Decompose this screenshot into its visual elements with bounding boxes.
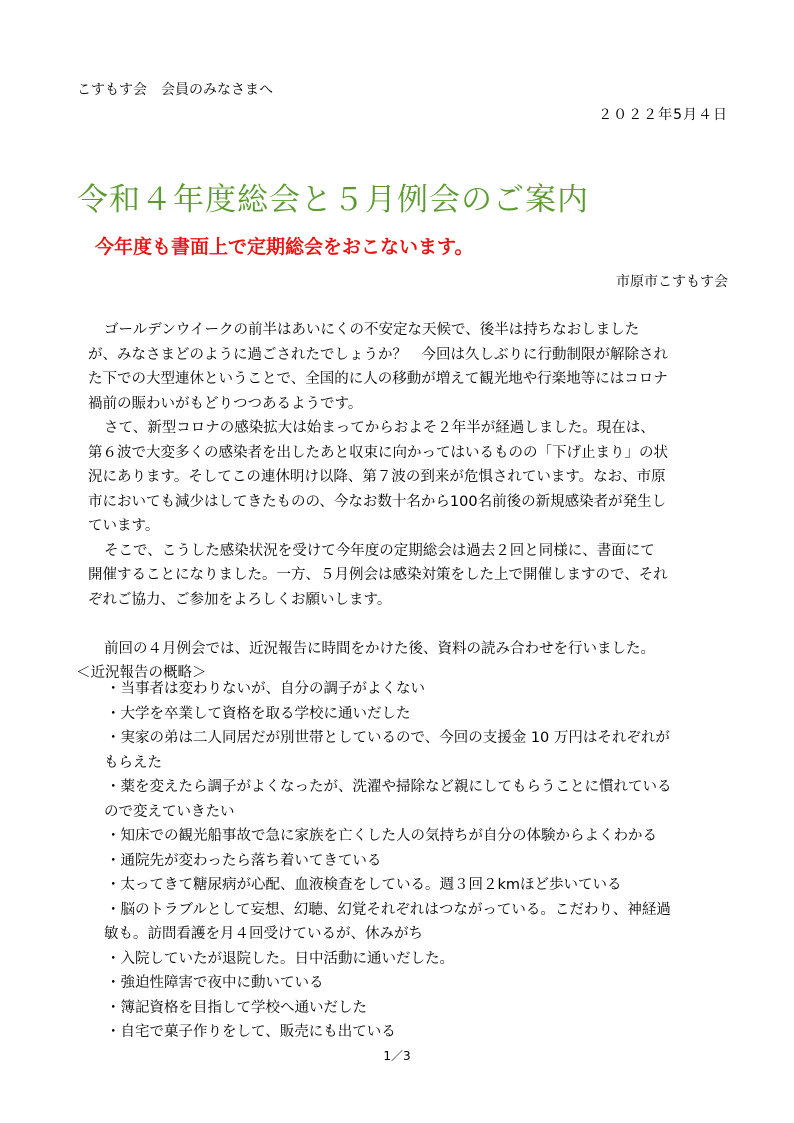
list-item-line: ・自宅で菓子作りをして、販売にも出ている (106, 1024, 396, 1040)
paragraph-line: 況にあります。そしてこの連休明け以降、第７波の到来が危惧されています。なお、市原 (88, 469, 666, 485)
list-item-line: ・入院していたが退院した。日中活動に通いだした。 (106, 950, 454, 967)
list-item (88, 1020, 734, 1045)
list-item-line: ・大学を卒業して資格を取る学校に通いだした (106, 705, 411, 722)
paragraph-line: ぞれご協力、ご参加をよろしくお願いします。 (88, 591, 392, 608)
paragraph-line: ＜近況報告の概略＞ (76, 665, 207, 681)
page-title: 令和４年度総会と５月例会のご案内 (77, 182, 589, 218)
paragraph-line: ゴールデンウイークの前半はあいにくの不安定な天候で、後半は持ちなおしました (104, 322, 640, 338)
paragraph-line: 前回の４月例会では、近況報告に時間をかけた後、資料の読み合わせを行いました。 (104, 640, 655, 657)
paragraph-line: そこで、こうした感染状況を受けて今年度の定期総会は過去２回と同様に、書面にて (104, 542, 655, 559)
list-item (88, 996, 734, 1021)
list-item (88, 849, 734, 874)
organization-name: 市原市こすもす会 (616, 274, 728, 290)
paragraph-line: 開催することになりました。一方、５月例会は感染対策をした上で開催しますので、それ (88, 567, 668, 583)
list-item (88, 971, 734, 996)
list-item (88, 824, 734, 849)
recipient-line: こすもす会 会員のみなさまへ (77, 82, 273, 98)
list-item (88, 873, 734, 898)
list-item-line: ・脳のトラブルとして妄想、幻聴、幻覚それぞれはつながっている。こだわり、神経過 (106, 901, 671, 918)
page-number: 1／3 (383, 1049, 411, 1063)
list-item-line: ・当事者は変わりないが、自分の調子がよくない (106, 681, 425, 697)
list-item (88, 702, 734, 727)
paragraph-line: ています。 (88, 518, 160, 534)
paragraph-line (88, 612, 734, 637)
paragraph-line: さて、新型コロナの感染拡大は始まってからおよそ２年半が経過しました。現在は、 (104, 420, 655, 436)
list-item-line: 敏も。訪問看護を月４回受けているが、休みがち (104, 926, 423, 942)
list-item-line: ・実家の弟は二人同居だが別世帯としているので、今回の支援金 10 万円はそれぞれが (106, 730, 670, 746)
list-item-line: ・薬を変えたら調子がよくなったが、洗濯や掃除など親にしてもらうことに慣れている (106, 779, 672, 795)
list-item (88, 677, 734, 702)
list-item (88, 947, 734, 972)
list-item-line: ・強迫性障害で夜中に動いている (106, 975, 324, 991)
body-paragraphs (76, 318, 734, 686)
list-item-line: ・簿記資格を目指して学校へ通いだした (106, 999, 367, 1016)
list-item (88, 775, 734, 824)
paragraph-line: た下での大型連休ということで、全国的に人の移動が増えて観光地や行楽地等にはコロナ (88, 371, 668, 387)
paragraph-line: 市においても減少はしてきたものの、今なお数十名から100名前後の新規感染者が発生し (88, 493, 667, 510)
paragraph-line: が、みなさまどのように過ごされたでしょうか？ 今回は久しぶりに行動制限が解除され (88, 346, 668, 363)
list-item-line: もらえた (104, 754, 162, 771)
list-item-line: ・知床での観光船事故で急に家族を亡くした人の気持ちが自分の体験からよくわかる (106, 828, 657, 844)
paragraph-line: 第６波で大変多くの感染者を出したあと収束に向かってはいるものの「下げ止まり」の状 (88, 444, 668, 461)
list-item (88, 898, 734, 947)
report-list (88, 677, 734, 1045)
paragraph-line: 禍前の賑わいがもどりつつあるようです。 (88, 395, 363, 412)
list-item-line: ・太ってきて糖尿病が心配、血液検査をしている。週３回２kmほど歩いている (106, 877, 622, 893)
list-item-line: ・通院先が変わったら落ち着いてきている (106, 852, 382, 869)
subtitle-notice: 今年度も書面上で定期総会をおこないます。 (95, 236, 474, 258)
document-date: ２０２２年5月４日 (598, 107, 728, 123)
list-item (88, 726, 734, 775)
list-item-line: ので変えていきたい (104, 803, 235, 820)
